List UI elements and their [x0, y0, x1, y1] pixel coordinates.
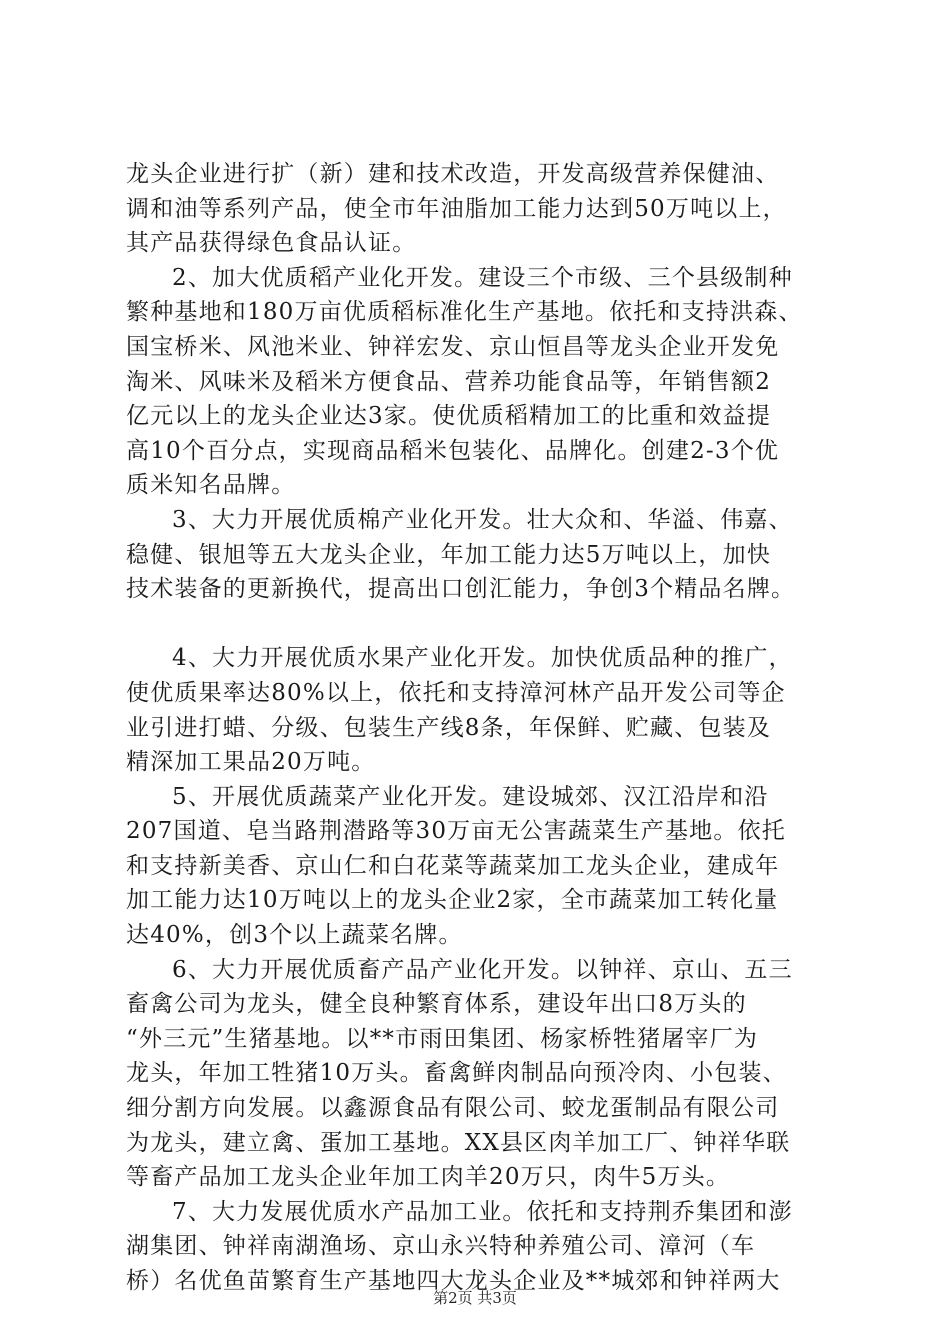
text-line: 207国道、皂当路荆潜路等30万亩无公害蔬菜生产基地。依托	[126, 818, 786, 845]
text-line: 质米知名品牌。	[126, 472, 296, 499]
text-line: 龙头企业进行扩（新）建和技术改造，开发高级营养保健油、	[126, 161, 780, 187]
text-line: 其产品获得绿色食品认证。	[126, 230, 417, 257]
text-line: 稳健、银旭等五大龙头企业，年加工能力达5万吨以上，加快	[126, 541, 772, 568]
page-number: 第2页 共3页	[433, 1289, 517, 1307]
text-line: 达40%，创3个以上蔬菜名牌。	[126, 922, 463, 949]
text-line: 淘米、风味米及稻米方便食品、营养功能食品等，年销售额2	[126, 368, 772, 395]
paragraph-start-line: 7、大力发展优质水产品加工业。依托和支持荆乔集团和澎	[172, 1198, 793, 1225]
text-line: 使优质果率达80%以上，依托和支持漳河林产品开发公司等企	[126, 679, 786, 706]
text-line: 国宝桥米、风池米业、钟祥宏发、京山恒昌等龙头企业开发免	[126, 333, 780, 360]
paragraph-start-line: 4、大力开展优质水果产业化开发。加快优质品种的推广，	[172, 645, 793, 672]
text-line: “外三元”生猪基地。以**市雨田集团、杨家桥牲猪屠宰厂为	[126, 1025, 759, 1052]
paragraph-start-line: 3、大力开展优质棉产业化开发。壮大众和、华溢、伟嘉、	[172, 506, 793, 533]
text-line: 调和油等系列产品，使全市年油脂加工能力达到50万吨以上，	[126, 195, 787, 222]
blank-line	[126, 607, 838, 642]
text-line: 龙头，年加工牲猪10万头。畜禽鲜肉制品向预冷肉、小包装、	[126, 1060, 787, 1087]
page-footer	[0, 1288, 950, 1308]
text-line: 细分割方向发展。以鑫源食品有限公司、蛟龙蛋制品有限公司	[126, 1095, 780, 1122]
text-line: 亿元以上的龙头企业达3家。使优质稻精加工的比重和效益提	[126, 403, 772, 430]
text-line: 等畜产品加工龙头企业年加工肉羊20万只，肉牛5万头。	[126, 1164, 731, 1191]
text-line: 为龙头，建立禽、蛋加工基地。XX县区肉羊加工厂、钟祥华联	[126, 1129, 791, 1156]
text-line: 高10个百分点，实现商品稻米包装化、品牌化。创建2-3个优	[126, 437, 780, 464]
document-body	[126, 157, 838, 1299]
text-line: 和支持新美香、京山仁和白花菜等蔬菜加工龙头企业，建成年	[126, 852, 780, 879]
paragraph-start-line: 5、开展优质蔬菜产业化开发。建设城郊、汉江沿岸和沿	[172, 783, 769, 810]
text-line: 精深加工果品20万吨。	[126, 749, 376, 776]
text-line: 繁种基地和180万亩优质稻标准化生产基地。依托和支持洪森、	[126, 299, 803, 326]
text-line: 湖集团、钟祥南湖渔场、京山永兴特种养殖公司、漳河（车	[126, 1233, 756, 1260]
paragraph-start-line: 2、加大优质稻产业化开发。建设三个市级、三个县级制种	[172, 264, 793, 291]
text-line: 加工能力达10万吨以上的龙头企业2家，全市蔬菜加工转化量	[126, 887, 779, 914]
text-line: 业引进打蜡、分级、包装生产线8条，年保鲜、贮藏、包装及	[126, 714, 772, 741]
text-line: 畜禽公司为龙头，健全良种繁育体系，建设年出口8万头的	[126, 991, 747, 1018]
text-line: 技术装备的更新换代，提高出口创汇能力，争创3个精品名牌。	[126, 576, 796, 603]
paragraph-start-line: 6、大力开展优质畜产品产业化开发。以钟祥、京山、五三	[172, 956, 793, 983]
text-line: 桥）名优鱼苗繁育生产基地四大龙头企业及**城郊和钟祥两大	[126, 1268, 781, 1294]
